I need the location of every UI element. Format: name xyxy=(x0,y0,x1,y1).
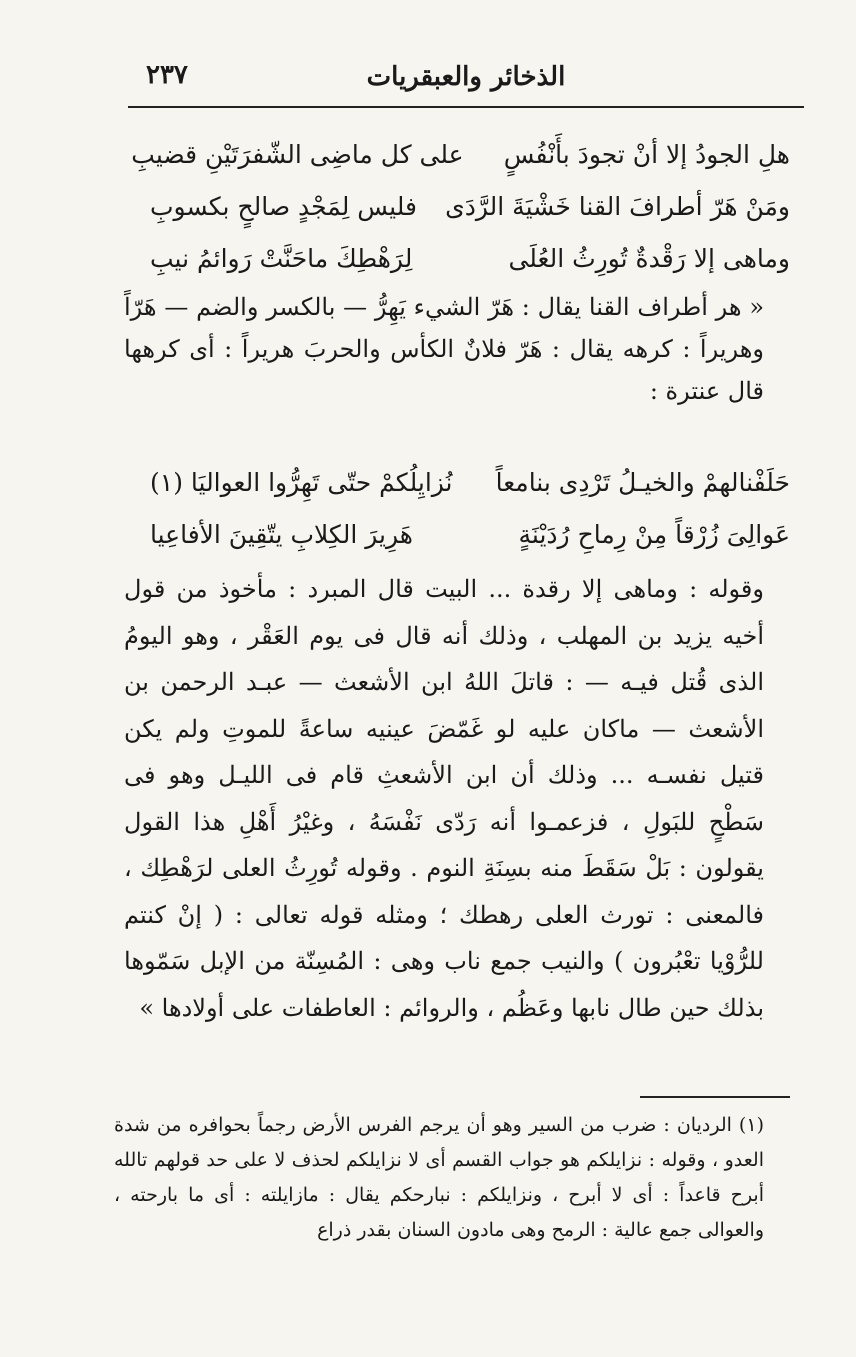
second-hemistich: لِرَهْطِكَ ماحَنَّتْ رَوائمُ نيبِ xyxy=(150,243,413,273)
first-hemistich: هلِ الجودُ إلا أنْ تجودَ بأَنْفُسٍ xyxy=(503,139,790,169)
first-hemistich: عَوالِىَ زُرْقاً مِنْ رِماحِ رُدَيْنَةٍ xyxy=(518,519,790,549)
footnote-rule xyxy=(640,1096,790,1098)
poem-verse xyxy=(150,232,790,284)
poem-block xyxy=(131,128,790,284)
antara-poem-block xyxy=(150,456,790,560)
page-number: ٢٣٧ xyxy=(146,60,188,90)
footnote: (١) الرديان : ضرب من السير وهو أن يرجم الفرس الأرض رجماً بحوافره من شدة العدو ، وقوله : نزايلكم هو جواب القسم أى لا نزايلكم لحذف لا على حد قولهم تالله أبرح قاعداً : أى لا أبرح ، ونزايلكم : نبارحكم يقال : مازايلته : أى ما بارحته ، والعوالى جمع عالية : الرمح وهى مادون السنان بقدر ذراع xyxy=(114,1114,764,1241)
page-title: الذخائر والعبقريات xyxy=(366,62,566,92)
first-hemistich: حَلَفْنالهمْ والخيـلُ تَرْدِى بنامعاً xyxy=(495,467,790,497)
header-rule xyxy=(128,106,804,108)
second-hemistich: هَرِيرَ الكِلابِ يتّقِينَ الأفاعِيا xyxy=(150,519,413,549)
body-paragraph: وقوله : وماهى إلا رقدة ... البيت قال المبرد : مأخوذ من قول أخيه يزيد بن المهلب ، وذلك أنه قال فى يوم العَقْر ، وهو اليومُ الذى قُتل فيـه — : قاتلَ اللهُ ابن الأشعث — عبـد الرحمن بن الأشعث — ماكان عليه لو غَمّضَ عينيه ساعةً للموتِ ولم يكن قتيل نفسـه ... وذلك أن ابن الأشعثِ قام فى الليـل وهو فى سَطْحٍ للبَولِ ، فزعمـوا أنه رَدّى نَفْسَهُ ، وغيْرُ أَهْلِ هذا القول يقولون : بَلْ سَقَطَ منه بسِنَةِ النوم . وقوله تُورِثُ العلى لرَهْطِك ، فالمعنى : تورث العلى رهطك ؛ ومثله قوله تعالى : ( إنْ كنتم للرُّوْيا تعْبُرون ) والنيب جمع ناب وهى : المُسِنّة من الإبل سَمّوها بذلك حين طال نابها وعَظُم ، والروائم : العاطفات على أولادها » xyxy=(124,575,765,1022)
page-header xyxy=(128,52,804,102)
poem-verse xyxy=(131,128,790,180)
poem-verse xyxy=(150,180,790,232)
poem-verse xyxy=(150,508,790,560)
commentary-paragraph: « هر أطراف القنا يقال : هَرّ الشيء يَهِرُّ — بالكسر والضم — هَرّاً وهريراً : كرهه يقال : هَرّ فلانٌ الكأس والحربَ هريراً : أى كرهها قال عنترة : xyxy=(124,293,764,405)
second-hemistich: على كل ماضِى الشّفرَتَيْنِ قضيبِ xyxy=(131,139,464,169)
second-hemistich: نُزايِلُكمْ حتّى تَهِرُّوا العواليَا (١) xyxy=(150,467,453,497)
second-hemistich: فليس لِمَجْدٍ صالحٍ بكسوبِ xyxy=(150,191,417,221)
first-hemistich: ومَنْ هَرّ أطرافَ القنا خَشْيَةَ الرَّدَى xyxy=(445,191,790,221)
poem-verse xyxy=(150,456,790,508)
first-hemistich: وماهى إلا رَقْدةٌ تُورِثُ العُلَى xyxy=(508,243,790,273)
